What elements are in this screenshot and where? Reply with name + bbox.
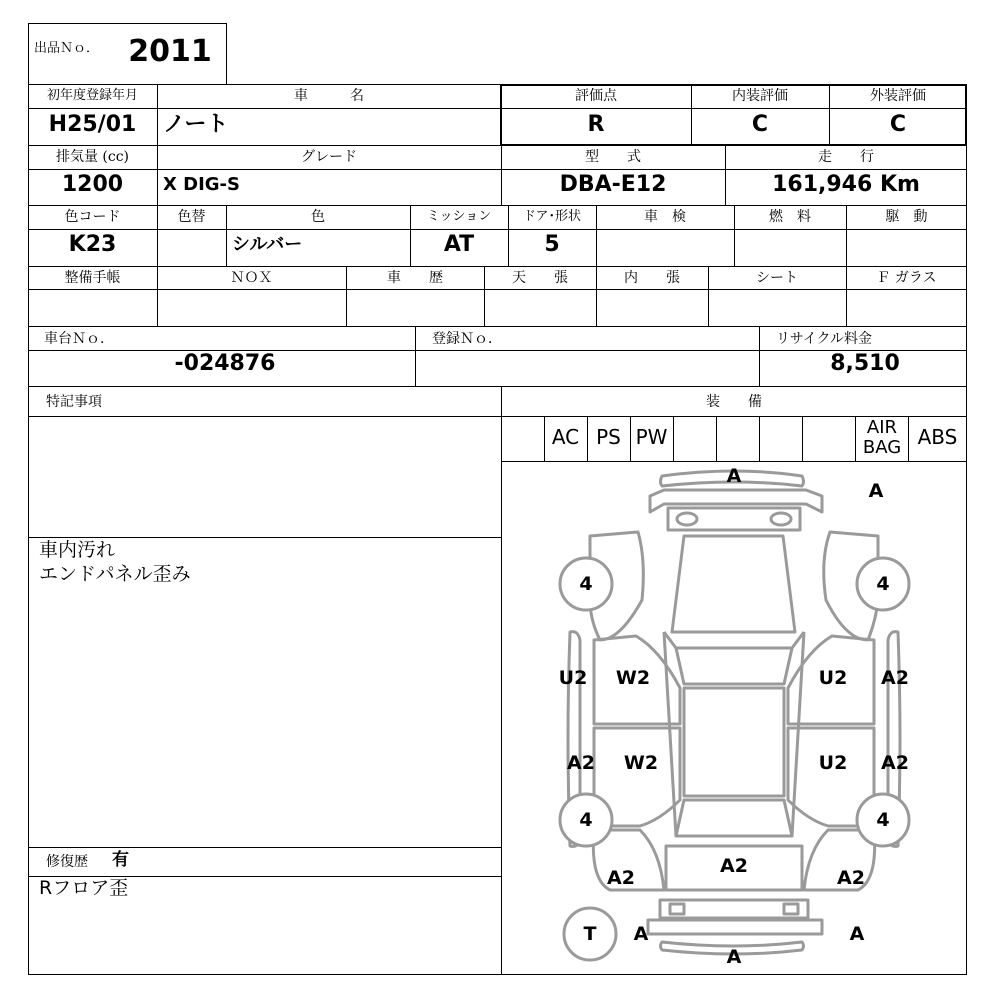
damage-right-front-door-outer: A2: [881, 667, 909, 689]
doors-value: 5: [544, 232, 560, 257]
nox-label: ＮＯＸ: [230, 270, 273, 286]
note-line: 車内汚れ: [39, 539, 116, 561]
exterior-label: 外装評価: [870, 88, 926, 104]
score-value: R: [587, 112, 605, 137]
damage-rear-left: A: [633, 923, 649, 945]
transmission-label: ミッション: [426, 209, 492, 224]
rule: [28, 326, 967, 327]
lot-number-label: 出品Ｎｏ．: [34, 41, 100, 56]
interior-label: 内装評価: [732, 88, 788, 104]
rule: [28, 289, 967, 290]
rule: [673, 416, 674, 461]
rule: [759, 416, 760, 461]
rule: [716, 416, 717, 461]
exterior-value: C: [889, 112, 907, 137]
damage-rear-right-quarter: A2: [837, 867, 865, 889]
rule: [855, 416, 856, 461]
equipment-pw: PW: [635, 425, 668, 449]
mileage-label: 走 行: [818, 149, 874, 165]
car-name-value: ノート: [163, 112, 229, 137]
first-registration-value: H25/01: [48, 112, 137, 137]
color-code-label: 色コード: [64, 209, 121, 225]
equipment-ps: PS: [596, 425, 621, 449]
rule: [802, 416, 803, 461]
recycle-label: リサイクル料金: [776, 331, 873, 347]
equipment-abs: ABS: [917, 425, 958, 449]
model-value: DBA-E12: [559, 172, 667, 197]
damage-left-rear-door-outer: A2: [567, 752, 595, 774]
grade-value: X DIG-S: [163, 174, 240, 195]
interior-value: C: [751, 112, 769, 137]
tire-rear-right: 4: [876, 809, 890, 831]
score-label: 評価点: [575, 88, 617, 104]
damage-right-rear-door-inner: U2: [818, 752, 848, 774]
chassis-value: -024876: [174, 351, 276, 376]
damage-rear-right: A: [849, 923, 865, 945]
color-label: 色: [311, 209, 325, 225]
damage-left-front-door-inner: W2: [615, 667, 651, 689]
damage-front-right: A: [868, 480, 884, 502]
damage-left-front-door-outer: U2: [558, 667, 588, 689]
spare-tire: T: [583, 923, 597, 945]
first-registration-label: 初年度登録年月: [46, 88, 138, 103]
repair-history-value: 有: [112, 850, 129, 870]
repair-history-label: 修復歴: [46, 854, 88, 870]
car-body-diagram: [501, 462, 967, 975]
damage-front-bumper: A: [726, 465, 742, 487]
seat-label: シート: [756, 270, 798, 286]
model-label: 型 式: [585, 149, 641, 165]
inspection-label: 車 検: [644, 209, 686, 225]
notes-label: 特記事項: [46, 394, 102, 410]
damage-trunk: A2: [720, 855, 748, 877]
rule: [415, 326, 416, 386]
headliner-label: 内 張: [624, 270, 680, 286]
color-value: シルバー: [232, 234, 303, 255]
color-code-value: K23: [68, 232, 117, 257]
damage-right-rear-door-outer: A2: [881, 752, 909, 774]
damage-left-rear-door-inner: W2: [623, 752, 659, 774]
damage-rear-left-quarter: A2: [607, 867, 635, 889]
equipment-label: 装 備: [706, 394, 762, 410]
rule: [28, 386, 967, 387]
tire-rear-left: 4: [579, 809, 593, 831]
lot-number: 2011: [128, 34, 212, 69]
drive-label: 駆 動: [885, 209, 928, 225]
service-book-label: 整備手帳: [64, 270, 121, 286]
mileage-value: 161,946 Km: [772, 172, 920, 197]
chassis-label: 車台Ｎｏ．: [44, 331, 114, 347]
doors-label: ドア･形状: [522, 209, 582, 224]
color-change-label: 色替: [177, 209, 206, 225]
recycle-value: 8,510: [830, 351, 900, 376]
grade-label: グレード: [301, 149, 357, 165]
tire-front-left: 4: [579, 573, 593, 595]
equipment-airbag: AIR BAG: [862, 417, 902, 458]
rule: [759, 326, 760, 386]
equipment-ac: AC: [551, 425, 580, 449]
repair-note-line: Rフロア歪: [39, 877, 129, 899]
rule: [28, 847, 501, 848]
damage-rear-bumper: A: [726, 946, 742, 968]
sunroof-label: 天 張: [512, 270, 568, 286]
car-name-label: 車 名: [294, 88, 364, 104]
f-glass-label: Ｆ ガラス: [876, 270, 937, 286]
registration-label: 登録Ｎｏ．: [432, 331, 502, 347]
history-label: 車 歴: [387, 270, 443, 286]
note-line: エンドパネル歪み: [39, 563, 191, 585]
tire-front-right: 4: [876, 573, 890, 595]
fuel-label: 燃 料: [769, 209, 811, 225]
displacement-label: 排気量 (cc): [55, 149, 130, 165]
transmission-value: AT: [443, 232, 475, 257]
displacement-value: 1200: [61, 172, 124, 197]
rule: [28, 416, 967, 417]
damage-right-front-door-inner: U2: [818, 667, 848, 689]
